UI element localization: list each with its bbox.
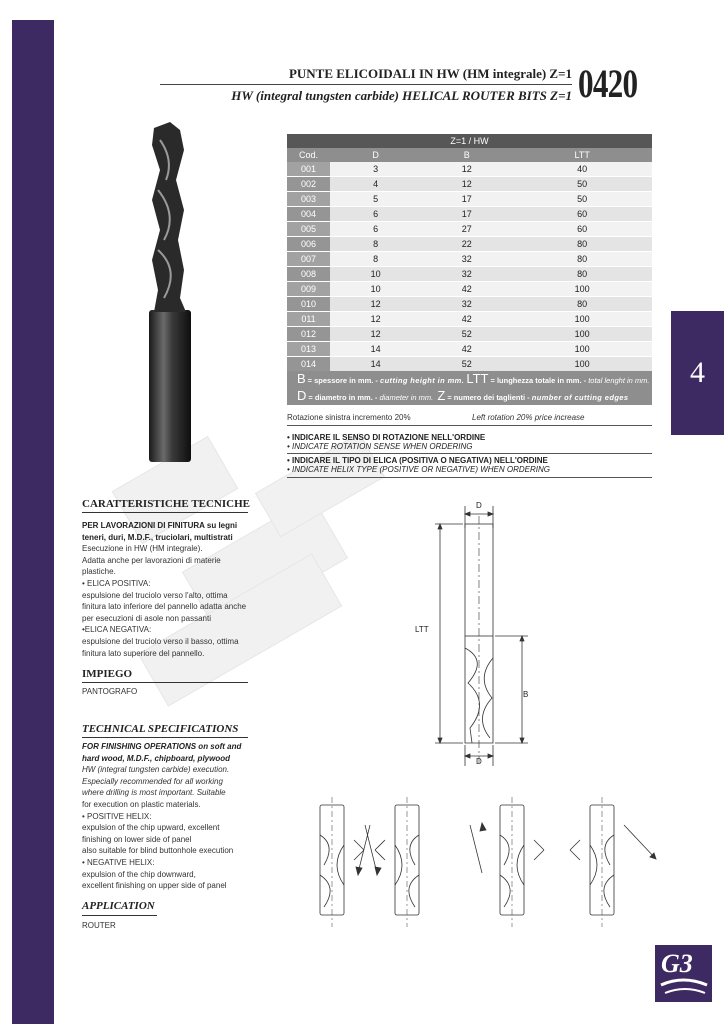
col-header-cod: Cod. [287,148,330,162]
cell-value: 52 [421,327,512,342]
legend-box [287,371,652,405]
text-line: teneri, duri, M.D.F., truciolari, multistrati [82,532,233,542]
text-line: HW (integral tungsten carbide) execution. [82,765,230,775]
heading-underline [82,682,248,683]
legend-b-en: cutting height in mm. [380,376,465,385]
cell-value: 14 [330,357,421,372]
cell-value: 8 [330,237,421,252]
cell-value: 60 [512,222,652,237]
title-english: HW (integral tungsten carbide) HELICAL ROUTER BITS Z=1 [231,88,572,103]
table-row [287,297,652,312]
g3-logo [655,945,712,1002]
cell-code: 002 [287,177,330,192]
cell-value: 32 [421,297,512,312]
cell-code: 012 [287,327,330,342]
cell-value: 40 [512,162,652,177]
legend-ltt-it: = lunghezza totale in mm. - [490,376,589,385]
text-line: expulsion of the chip upward, excellent [82,823,220,833]
product-code: 0420 [578,61,638,106]
rotation-note-en: Left rotation 20% price increase [472,413,585,422]
table-row [287,162,652,177]
router-bit-image [140,120,200,465]
table-row [287,342,652,357]
cell-value: 100 [512,357,652,372]
sidebar-band [12,20,54,1024]
text-line: • ELICA POSITIVA: [82,578,151,588]
heading-underline [82,737,248,738]
dimension-drawing [410,498,550,773]
cell-value: 10 [330,267,421,282]
cell-value: 42 [421,282,512,297]
helix-rotation-diagrams [290,795,660,930]
cell-value: 3 [330,162,421,177]
table-row [287,267,652,282]
table-row [287,222,652,237]
cell-value: 5 [330,192,421,207]
dim-label-d-top: D [476,501,482,510]
cell-code: 006 [287,237,330,252]
technical-text [82,741,257,892]
cell-value: 12 [330,297,421,312]
text-line: per esecuzioni di asole non passanti [82,613,211,623]
text-line: espulsione del truciolo verso il basso, ottima [82,636,239,646]
cell-value: 50 [512,177,652,192]
cell-value: 80 [512,237,652,252]
title-divider [160,84,572,85]
spec-table [287,134,652,372]
cell-value: 4 [330,177,421,192]
cell-value: 6 [330,222,421,237]
cell-value: 6 [330,207,421,222]
table-row [287,327,652,342]
order-note-rotation [287,433,657,451]
table-row [287,252,652,267]
cell-value: 50 [512,192,652,207]
cell-value: 42 [421,342,512,357]
cell-value: 17 [421,192,512,207]
title-italian: PUNTE ELICOIDALI IN HW (HM integrale) Z=1 [288,66,572,81]
cell-value: 12 [330,312,421,327]
text-line: excellent finishing on upper side of panel [82,881,227,891]
legend-ltt-symbol: LTT [466,371,489,386]
text-line: Esecuzione in HW (HM integrale). [82,544,203,554]
text-line: finishing on lower side of panel [82,834,192,844]
cell-value: 100 [512,312,652,327]
cell-value: 42 [421,312,512,327]
text-line: FOR FINISHING OPERATIONS on soft and [82,742,242,751]
text-line: Especially recommended for all working [82,776,223,786]
cell-value: 32 [421,267,512,282]
cell-value: 80 [512,252,652,267]
text-line: where drilling is most important. Suitable [82,788,226,798]
text-line: plastiche. [82,567,116,577]
note2-it: • INDICARE IL TIPO DI ELICA (POSITIVA O NEGATIVA) NELL'ORDINE [287,456,548,465]
heading-impiego: IMPIEGO [82,668,133,680]
cell-code: 003 [287,192,330,207]
table-row [287,312,652,327]
text-line: espulsione del truciolo verso l'alto, ottima [82,590,228,600]
cell-value: 100 [512,282,652,297]
cell-code: 009 [287,282,330,297]
table-row [287,207,652,222]
text-line: finitura lato inferiore del pannello adatta anche [82,602,247,612]
cell-code: 011 [287,312,330,327]
cell-value: 12 [421,177,512,192]
text-line: PER LAVORAZIONI DI FINITURA su legni [82,521,238,530]
text-line: Adatta anche per lavorazioni di materie [82,555,221,565]
legend-ltt-en: total lenght in mm. [588,376,650,385]
table-row [287,237,652,252]
col-header-ltt: LTT [512,148,652,162]
text-line: also suitable for blind buttonhole execution [82,846,234,856]
cell-value: 17 [421,207,512,222]
caratteristiche-text [82,520,257,659]
heading-technical-specifications: TECHNICAL SPECIFICATIONS [82,723,239,735]
text-line: •ELICA NEGATIVA: [82,625,152,635]
cell-value: 10 [330,282,421,297]
divider [287,425,652,426]
heading-underline [82,915,157,916]
dim-label-b: B [523,690,529,699]
cell-value: 80 [512,267,652,282]
cell-code: 005 [287,222,330,237]
text-line: • NEGATIVE HELIX: [82,857,155,867]
cell-code: 014 [287,357,330,372]
cell-value: 22 [421,237,512,252]
dim-label-d-bottom: D [476,757,482,766]
table-row [287,282,652,297]
impiego-text: PANTOGRAFO [82,687,138,696]
note1-en: • INDICATE ROTATION SENSE WHEN ORDERING [287,442,473,451]
order-note-helix [287,456,657,474]
legend-z-symbol: Z [437,388,446,403]
cell-value: 27 [421,222,512,237]
col-header-d: D [330,148,421,162]
cell-value: 12 [421,162,512,177]
cell-code: 007 [287,252,330,267]
cell-value: 8 [330,252,421,267]
divider [287,453,652,454]
text-line: hard wood, M.D.F., chipboard, plywood [82,753,230,763]
cell-value: 32 [421,252,512,267]
cell-value: 60 [512,207,652,222]
cell-code: 010 [287,297,330,312]
table-row [287,177,652,192]
col-header-b: B [421,148,512,162]
cell-code: 001 [287,162,330,177]
cell-value: 100 [512,342,652,357]
logo-text: G3 [661,949,693,978]
divider [287,477,652,478]
legend-b-symbol: B [297,371,306,386]
heading-underline [82,512,248,513]
cell-value: 100 [512,327,652,342]
cell-value: 80 [512,297,652,312]
cell-code: 004 [287,207,330,222]
cell-value: 14 [330,342,421,357]
legend-z-en: number of cutting edges [531,393,629,402]
text-line: for execution on plastic materials. [82,799,201,809]
cell-code: 008 [287,267,330,282]
heading-caratteristiche: CARATTERISTICHE TECNICHE [82,498,250,510]
cell-value: 52 [421,357,512,372]
text-line: expulsion of the chip downward, [82,869,196,879]
application-text: ROUTER [82,921,116,930]
text-line: finitura lato superiore del pannello. [82,648,205,658]
table-row [287,357,652,372]
note1-it: • INDICARE IL SENSO DI ROTAZIONE NELL'ORDINE [287,433,486,442]
legend-b-it: = spessore in mm. - [307,376,380,385]
dim-label-ltt: LTT [415,625,429,634]
legend-d-symbol: D [297,388,307,403]
text-line: • POSITIVE HELIX: [82,811,152,821]
legend-d-en: diameter in mm. [379,393,434,402]
table-group-header: Z=1 / HW [287,134,652,148]
table-row [287,192,652,207]
cell-code: 013 [287,342,330,357]
heading-application: APPLICATION [82,900,155,912]
section-tab: 4 [671,311,724,435]
note2-en: • INDICATE HELIX TYPE (POSITIVE OR NEGATIVE) WHEN ORDERING [287,465,550,474]
cell-value: 12 [330,327,421,342]
legend-z-it: = numero dei taglienti - [447,393,532,402]
rotation-note-it: Rotazione sinistra incremento 20% [287,413,411,422]
legend-d-it: = diametro in mm. - [308,393,380,402]
